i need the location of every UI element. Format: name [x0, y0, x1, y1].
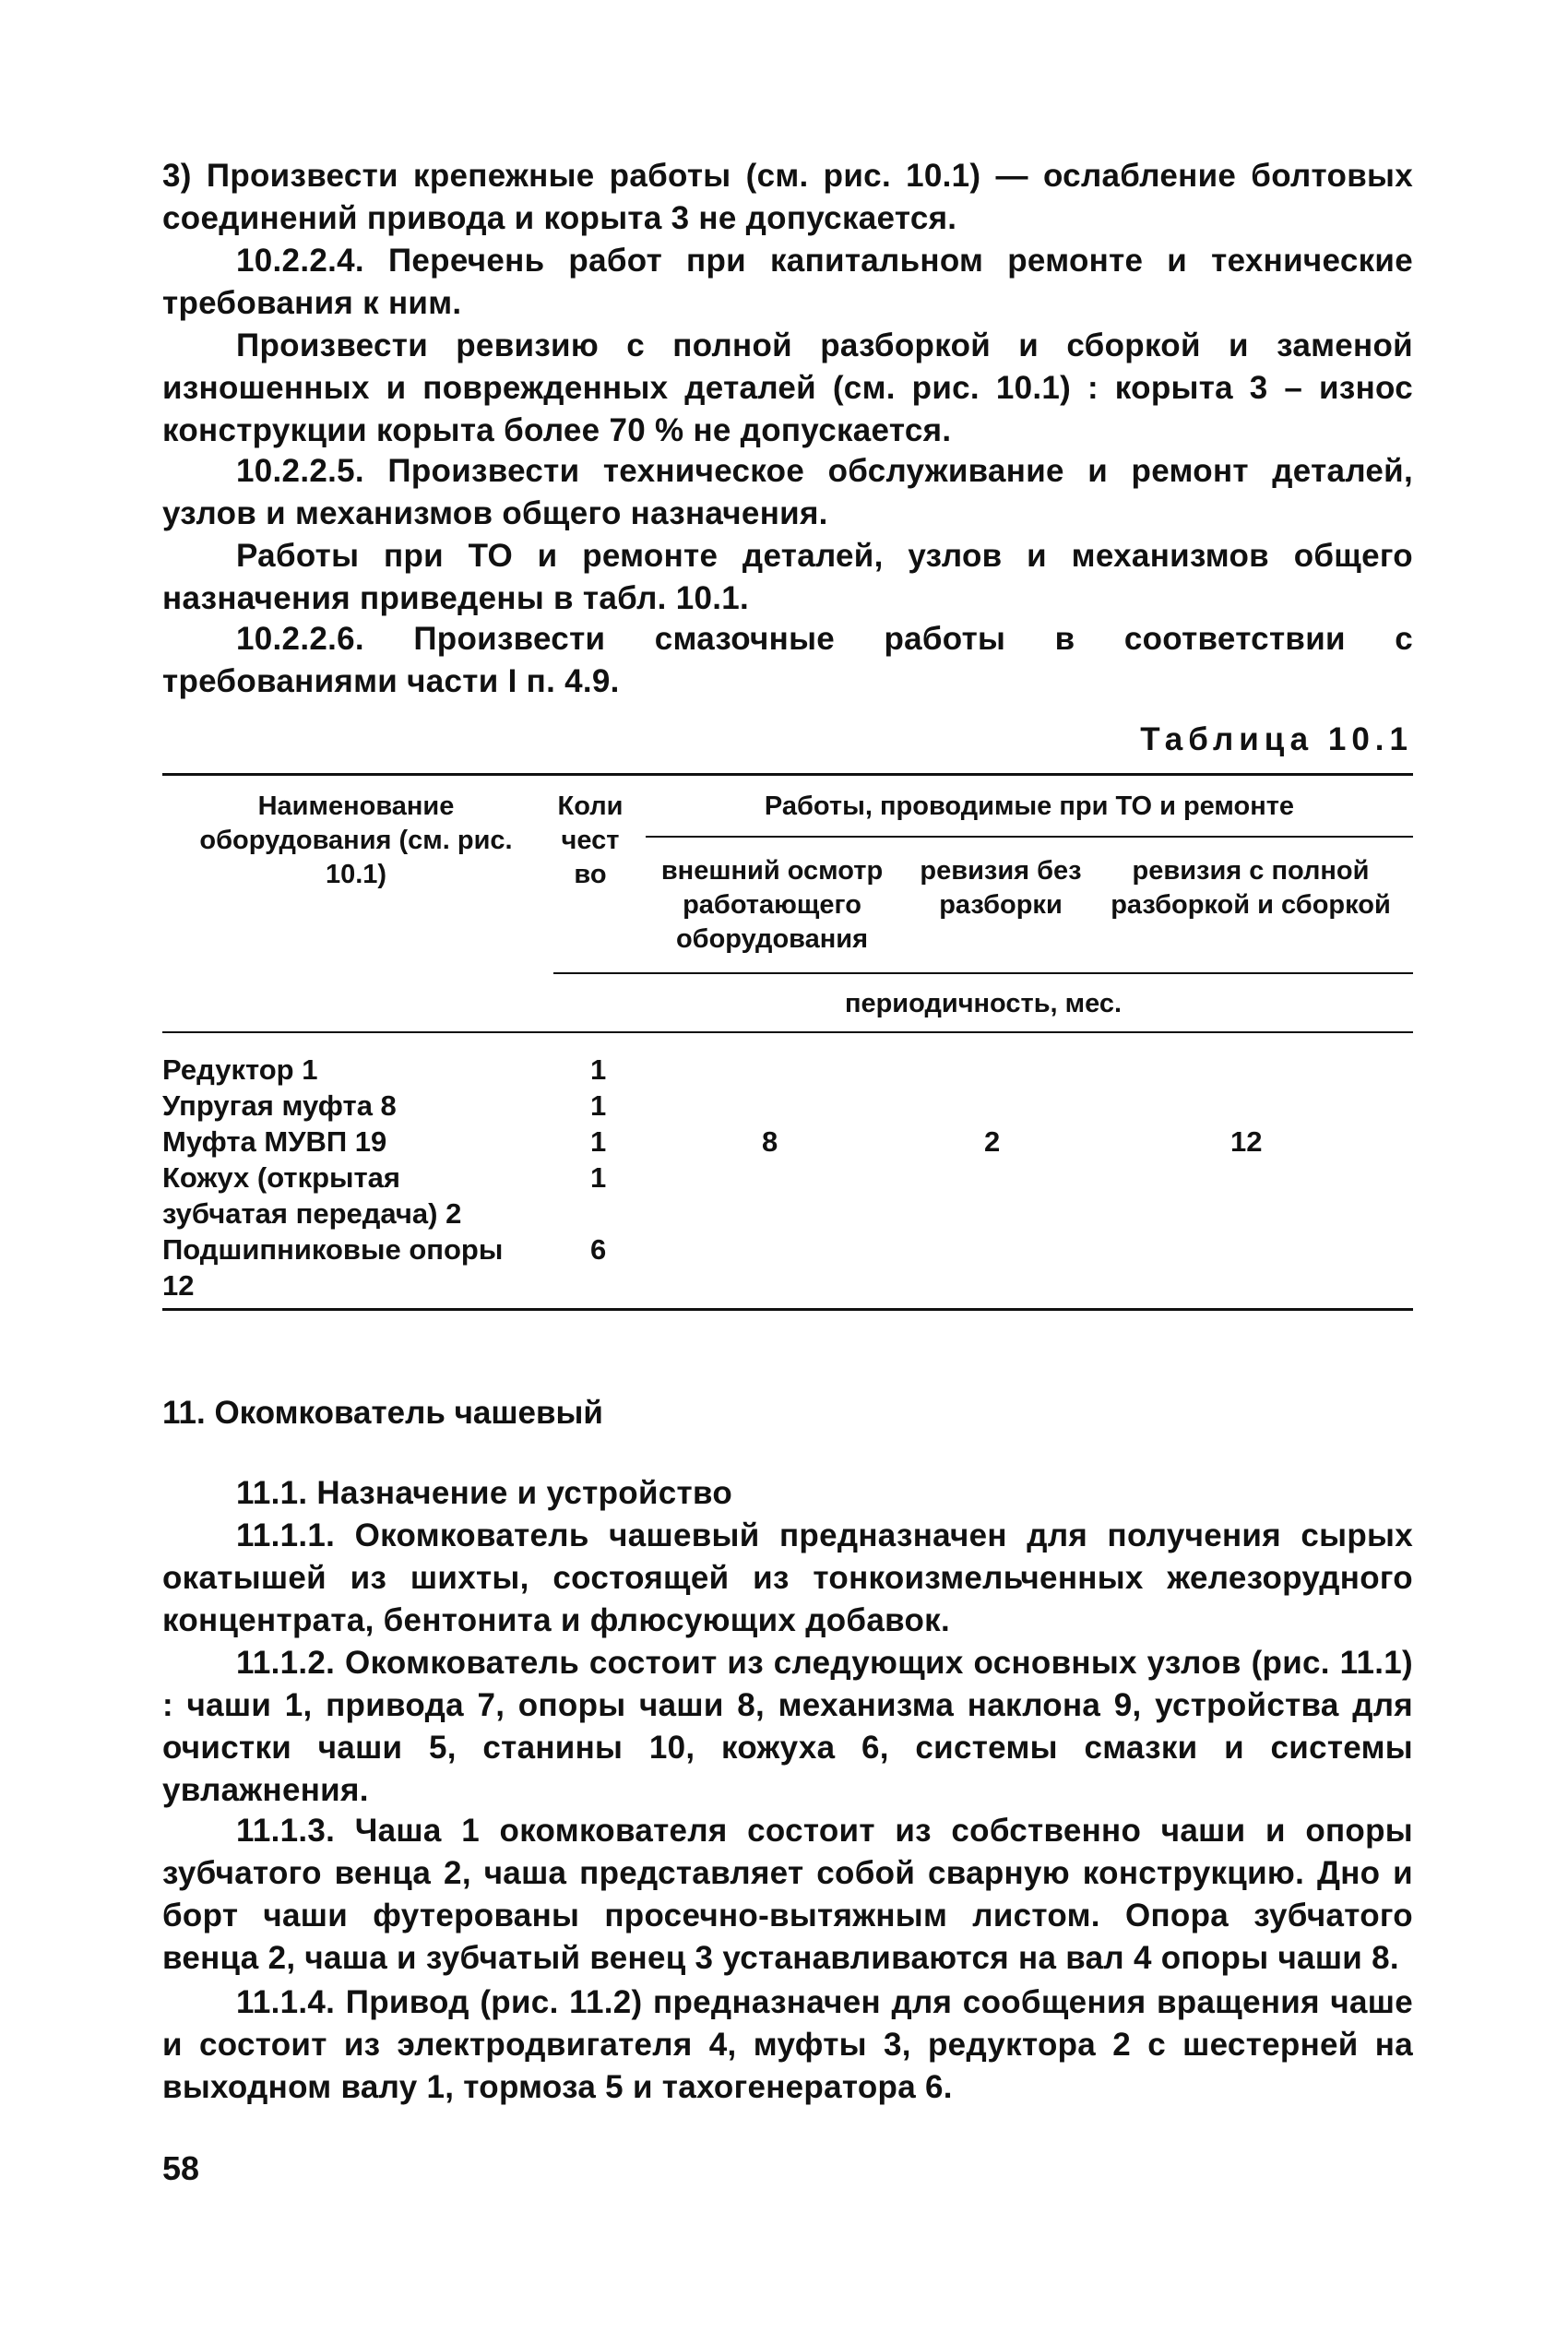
header-external-inspection: внешний осмотр работающего оборудования	[660, 856, 884, 954]
row-name: Муфта МУВП 19	[162, 1125, 387, 1158]
header-periodicity: периодичность, мес.	[844, 989, 1123, 1018]
table-periodicity-rule	[553, 972, 1413, 974]
row-quantity: 1	[590, 1161, 607, 1194]
header-revision-no-disassembly: ревизия без разборки	[920, 856, 1082, 920]
header-works: Работы, проводимые при ТО и ремонте	[764, 791, 1295, 821]
header-revision-full: ревизия с полной разборкой и сборкой	[1111, 856, 1391, 920]
row-name: Кожух (открытая зубчатая передача) 2	[162, 1161, 462, 1230]
paragraph: 11.1. Назначение и устройство	[236, 1475, 733, 1511]
paragraph: 10.2.2.6. Произвести смазочные работы в соответствии с требованиями части I п. 4.9.	[162, 621, 1413, 699]
header-quantity: Количество	[557, 791, 624, 889]
table-header-bottom-rule	[162, 1031, 1413, 1033]
header-equipment: Наименование оборудования (см. рис. 10.1)	[199, 791, 513, 889]
paragraph: Работы при ТО и ремонте деталей, узлов и механизмов общего назначения приведены в табл. 10.1.	[162, 538, 1413, 616]
table-bottom-rule	[162, 1308, 1413, 1311]
value-revision-full: 12	[1230, 1125, 1263, 1158]
row-quantity: 6	[590, 1233, 607, 1266]
paragraph: 11.1.3. Чаша 1 окомкователя состоит из собственно чаши и опоры зубчатого венца 2, чаша представляет собой сварную конструкцию. Дно и борт чаши футерованы просечно-вытяжным листом. Опора зубчатого венца 2, чаша и зубчатый венец 3 устанавливаются на вал 4 опоры чаши 8.	[162, 1813, 1413, 1976]
row-quantity: 1	[590, 1053, 607, 1086]
row-name: Подшипниковые опоры 12	[162, 1233, 504, 1302]
paragraph: Произвести ревизию с полной разборкой и сборкой и заменой изношенных и поврежденных деталей (см. рис. 10.1) : корыта 3 – износ конструкции корыта более 70 % не допускается.	[162, 327, 1413, 448]
row-name: Упругая муфта 8	[162, 1089, 397, 1122]
paragraph: 3) Произвести крепежные работы (см. рис. 10.1) — ослабление болтовых соединений привода и корыта 3 не допускается.	[162, 158, 1413, 236]
paragraph: 11.1.2. Окомкователь состоит из следующих основных узлов (рис. 11.1) : чаши 1, привода 7, опоры чаши 8, механизма наклона 9, устройства для очистки чаши 5, станины 10, кожуха 6, системы смазки и системы увлажнения.	[162, 1645, 1413, 1808]
row-name: Редуктор 1	[162, 1053, 318, 1086]
paragraph: 10.2.2.5. Произвести техническое обслуживание и ремонт деталей, узлов и механизмов общего назначения.	[162, 453, 1413, 531]
table-header-rule	[646, 836, 1413, 838]
paragraph: 11.1.1. Окомкователь чашевый предназначен для получения сырых окатышей из шихты, состоящей из тонкоизмельченных железорудного концентрата, бентонита и флюсующих добавок.	[162, 1517, 1413, 1638]
row-quantity: 1	[590, 1089, 607, 1122]
value-revision-no-disassembly: 2	[984, 1125, 1001, 1158]
table-caption: Таблица 10.1	[1140, 721, 1413, 757]
paragraph: 11.1.4. Привод (рис. 11.2) предназначен для сообщения вращения чаше и состоит из электродвигателя 4, муфты 3, редуктора 2 с шестерней на выходном валу 1, тормоза 5 и тахогенератора 6.	[162, 1984, 1413, 2105]
table-top-rule	[162, 773, 1413, 776]
paragraph: 10.2.2.4. Перечень работ при капитальном ремонте и технические требования к ним.	[162, 243, 1413, 321]
row-quantity: 1	[590, 1125, 607, 1158]
section-heading: 11. Окомкователь чашевый	[162, 1395, 603, 1431]
page-number: 58	[162, 2149, 200, 2187]
value-external-inspection: 8	[762, 1125, 778, 1158]
